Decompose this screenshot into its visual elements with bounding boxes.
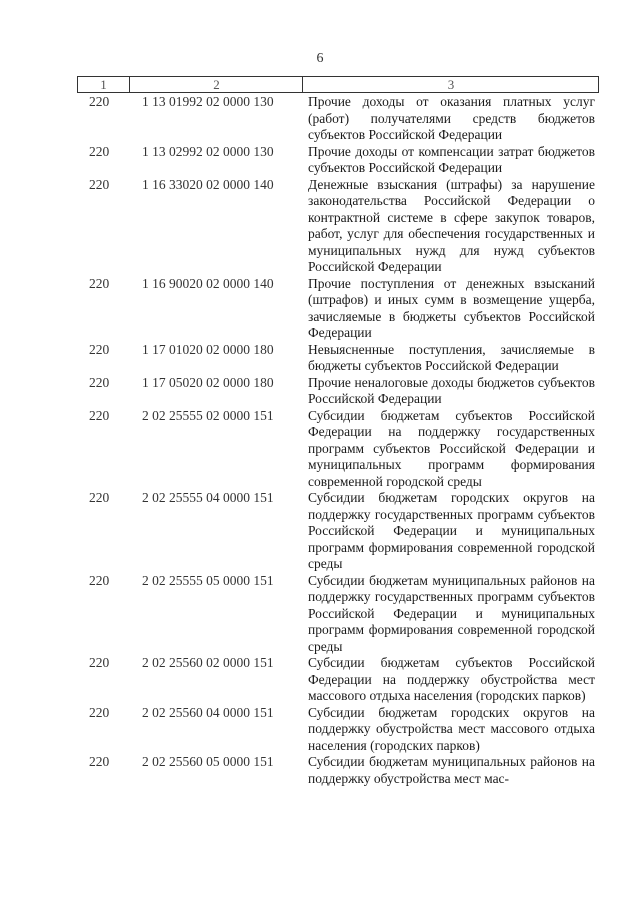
revenue-code: 2 02 25555 04 0000 151 <box>142 490 274 505</box>
revenue-code: 2 02 25560 02 0000 151 <box>142 655 274 670</box>
revenue-name: Субсидии бюджетам муниципальных районов на поддержку обустройства мест мас- <box>308 754 595 786</box>
revenue-code: 2 02 25555 02 0000 151 <box>142 407 274 423</box>
admin-code: 220 <box>89 704 110 720</box>
revenue-name: Субсидии бюджетам субъектов Российской Федерации на поддержку государственных программ субъектов Российской Федерации и муниципальных программ формирования современной городской среды <box>308 407 595 489</box>
page-number: 6 <box>316 51 324 66</box>
revenue-code: 1 17 01020 02 0000 180 <box>142 341 274 357</box>
admin-code: 220 <box>89 176 110 192</box>
revenue-name: Субсидии бюджетам городских округов на поддержку государственных программ субъектов Российской Федерации и муниципальных программ формирования современной городской среды <box>308 490 595 571</box>
admin-code: 220 <box>89 94 110 109</box>
admin-code: 220 <box>89 490 110 505</box>
table-body <box>0 94 640 787</box>
revenue-name: Денежные взыскания (штрафы) за нарушение законодательства Российской Федерации о контрактной системе в сфере закупок товаров, работ, услуг для обеспечения государственных и муниципальных нужд для нужд субъектов Российской Федерации <box>308 176 595 274</box>
header-col-2: 2 <box>129 77 303 92</box>
revenue-name: Субсидии бюджетам городских округов на поддержку обустройства мест массового отдыха населения (городских парков) <box>308 704 595 753</box>
table-row <box>0 754 640 787</box>
header-col-3: 3 <box>302 77 599 92</box>
revenue-name: Невыясненные поступления, зачисляемые в бюджеты субъектов Российской Федерации <box>308 341 595 373</box>
header-col-1: 1 <box>100 77 107 92</box>
table-row <box>0 276 640 342</box>
revenue-name: Субсидии бюджетам субъектов Российской Федерации на поддержку обустройства мест массового отдыха населения (городских парков) <box>308 655 595 703</box>
revenue-name: Прочие доходы от компенсации затрат бюджетов субъектов Российской Федерации <box>308 143 595 175</box>
revenue-code: 1 16 90020 02 0000 140 <box>142 275 274 291</box>
admin-code: 220 <box>89 572 110 588</box>
revenue-code: 2 02 25560 04 0000 151 <box>142 704 274 720</box>
admin-code: 220 <box>89 655 110 670</box>
table-row <box>0 375 640 408</box>
table-row <box>0 655 640 705</box>
revenue-code: 1 16 33020 02 0000 140 <box>142 176 274 192</box>
revenue-code: 1 13 01992 02 0000 130 <box>142 94 274 109</box>
revenue-code: 1 17 05020 02 0000 180 <box>142 374 274 390</box>
table-row <box>0 490 640 573</box>
table-row <box>0 705 640 755</box>
table-row <box>0 342 640 375</box>
revenue-code: 2 02 25560 05 0000 151 <box>142 754 274 769</box>
table-row <box>0 94 640 144</box>
table-row <box>0 573 640 656</box>
revenue-name: Прочие поступления от денежных взысканий (штрафов) и иных сумм в возмещение ущерба, зачисляемые в бюджеты субъектов Российской Федерации <box>308 275 595 340</box>
revenue-name: Прочие неналоговые доходы бюджетов субъектов Российской Федерации <box>308 374 595 406</box>
admin-code: 220 <box>89 754 110 769</box>
admin-code: 220 <box>89 341 110 357</box>
table-row <box>0 177 640 276</box>
admin-code: 220 <box>89 374 110 390</box>
revenue-code: 1 13 02992 02 0000 130 <box>142 143 274 159</box>
table-header <box>77 76 599 93</box>
admin-code: 220 <box>89 407 110 423</box>
table-row <box>0 144 640 177</box>
revenue-code: 2 02 25555 05 0000 151 <box>142 572 274 588</box>
admin-code: 220 <box>89 143 110 159</box>
revenue-name: Субсидии бюджетам муниципальных районов на поддержку государственных программ субъектов Российской Федерации и муниципальных программ формирования современной городской среды <box>308 572 595 654</box>
revenue-name: Прочие доходы от оказания платных услуг (работ) получателями средств бюджетов субъектов Российской Федерации <box>308 94 595 142</box>
table-row <box>0 408 640 491</box>
admin-code: 220 <box>89 275 110 291</box>
